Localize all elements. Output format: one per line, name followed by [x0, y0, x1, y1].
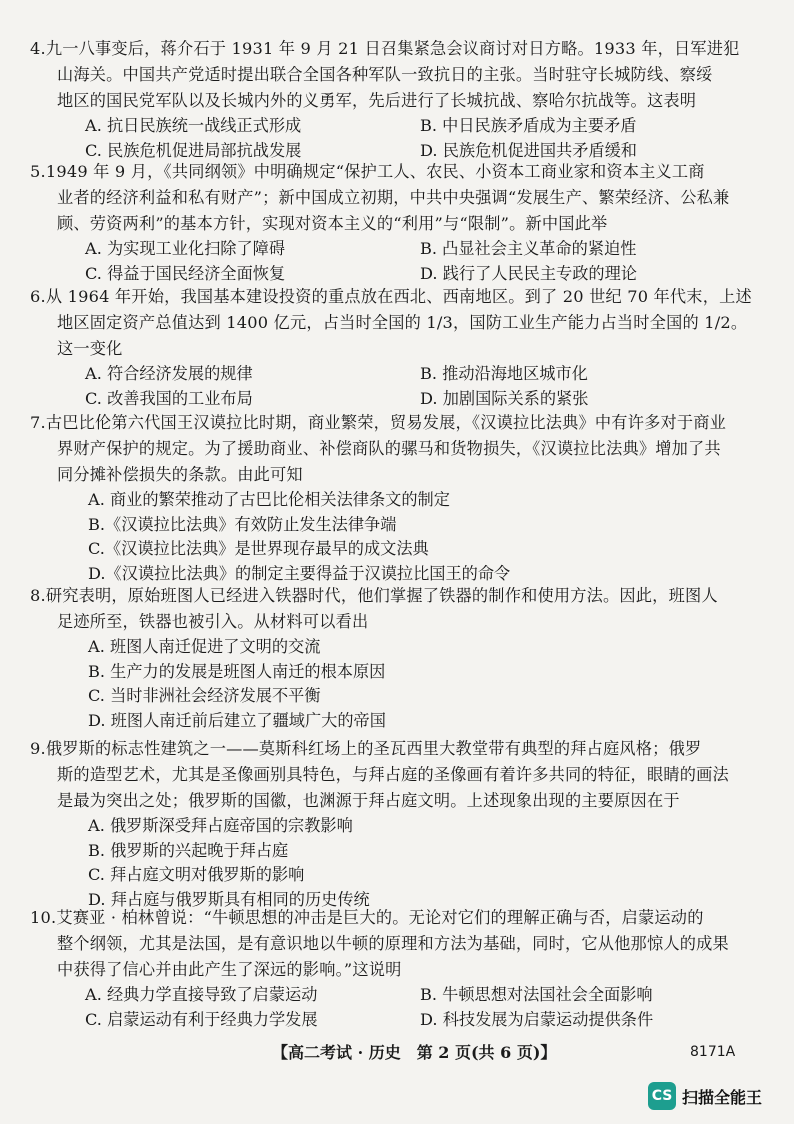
page-footer: [0, 1040, 794, 1066]
option-d[interactable]: D. 科技发展为启蒙运动提供条件: [420, 1009, 654, 1029]
question-stem-line: 是最为突出之处；俄罗斯的国徽，也渊源于拜占庭文明。上述现象出现的主要原因在于: [57, 791, 680, 810]
question-stem-line: 整个纲领，尤其是法国，是有意识地以牛顿的原理和方法为基础，同时，它从他那惊人的成果: [57, 934, 729, 953]
option-a[interactable]: A. 为实现工业化扫除了障碍: [85, 239, 286, 258]
question-stem-line: 地区固定资产总值达到 1400 亿元，占当时全国的 1/3，国防工业生产能力占当时全国的 1/2。: [57, 313, 748, 332]
option-c[interactable]: C. 得益于国民经济全面恢复: [85, 263, 286, 283]
option-b[interactable]: B. 中日民族矛盾成为主要矛盾: [420, 116, 637, 135]
options-row: [30, 262, 770, 287]
option-d[interactable]: D. 践行了人民民主专政的理论: [420, 263, 637, 283]
option-d[interactable]: D.《汉谟拉比法典》的制定主要得益于汉谟拉比国王的命令: [88, 563, 511, 583]
camscanner-logo-icon: CS: [648, 1082, 676, 1110]
question-stem-line: 8.研究表明，原始班图人已经进入铁器时代，他们掌握了铁器的制作和使用方法。因此，班图人: [30, 586, 718, 605]
question-stem-line: 10.艾赛亚 · 柏林曾说：“牛顿思想的冲击是巨大的。无论对它们的理解正确与否，启蒙运动的: [30, 908, 704, 927]
option-b[interactable]: B. 凸显社会主义革命的紧迫性: [420, 239, 637, 258]
question-stem-line: 顾、劳资两利”的基本方针，实现对资本主义的“利用”与“限制”。新中国此举: [57, 214, 608, 233]
option-c[interactable]: C. 民族危机促进局部抗战发展: [85, 140, 302, 160]
option-c[interactable]: C. 当时非洲社会经济发展不平衡: [88, 686, 321, 705]
option-d[interactable]: D. 拜占庭与俄罗斯具有相同的历史传统: [88, 889, 370, 909]
question-stem-line: 界财产保护的规定。为了援助商业、补偿商队的骡马和货物损失，《汉谟拉比法典》增加了共: [57, 439, 721, 458]
footer-page-info: 【高二考试 · 历史 第 2 页(共 6 页)】: [272, 1043, 557, 1062]
option-d[interactable]: D. 班图人南迁前后建立了疆域广大的帝国: [88, 710, 386, 730]
question-stem-line: 业者的经济利益和私有财产”；新中国成立初期，中共中央强调“发展生产、繁荣经济、公私兼: [57, 188, 730, 207]
question-stem-line: 斯的造型艺术，尤其是圣像画别具特色，与拜占庭的圣像画有着许多共同的特征，眼睛的画法: [57, 765, 729, 784]
option-c[interactable]: C.《汉谟拉比法典》是世界现存最早的成文法典: [88, 539, 429, 558]
question-4: [30, 36, 770, 163]
option-b[interactable]: B. 推动沿海地区城市化: [420, 364, 588, 383]
option-d[interactable]: D. 民族危机促进国共矛盾缓和: [420, 140, 637, 160]
question-stem-line: 足迹所至，铁器也被引入。从材料可以看出: [57, 612, 369, 631]
option-a[interactable]: A. 班图人南迁促进了文明的交流: [88, 637, 321, 656]
question-stem-line: 同分摊补偿损失的条款。由此可知: [57, 465, 303, 484]
question-stem-line: 9.俄罗斯的标志性建筑之一——莫斯科红场上的圣瓦西里大教堂带有典型的拜占庭风格；俄罗: [30, 739, 702, 758]
option-a[interactable]: A. 抗日民族统一战线正式形成: [85, 116, 302, 135]
question-stem-line: 4.九一八事变后，蒋介石于 1931 年 9 月 21 日召集紧急会议商讨对日方略。1933 年，日军进犯: [30, 39, 740, 58]
options-row: [30, 387, 770, 412]
question-stem-line: 6.从 1964 年开始，我国基本建设投资的重点放在西北、西南地区。到了 20 世纪 70 年代末，上述: [30, 287, 752, 306]
option-c[interactable]: C. 改善我国的工业布局: [85, 388, 253, 408]
option-b[interactable]: B. 俄罗斯的兴起晚于拜占庭: [88, 840, 289, 860]
question-stem-line: 中获得了信心并由此产生了深远的影响。”这说明: [57, 960, 402, 979]
option-c[interactable]: C. 启蒙运动有利于经典力学发展: [85, 1009, 318, 1029]
options-row: [30, 237, 770, 262]
options-row: [30, 983, 770, 1008]
question-10: [30, 905, 770, 1032]
option-b[interactable]: B. 牛顿思想对法国社会全面影响: [420, 985, 653, 1004]
question-stem-line: 地区的国民党军队以及长城内外的义勇军，先后进行了长城抗战、察哈尔抗战等。这表明: [57, 91, 697, 110]
question-stem-line: 7.古巴比伦第六代国王汉谟拉比时期，商业繁荣，贸易发展，《汉谟拉比法典》中有许多对于商业: [30, 413, 727, 432]
question-6: [30, 284, 770, 411]
footer-exam-code: 8171A: [690, 1044, 736, 1060]
option-a[interactable]: A. 俄罗斯深受拜占庭帝国的宗教影响: [88, 816, 353, 835]
options-row: [30, 114, 770, 139]
option-b[interactable]: B. 生产力的发展是班图人南迁的根本原因: [88, 661, 386, 681]
option-c[interactable]: C. 拜占庭文明对俄罗斯的影响: [88, 865, 305, 884]
option-a[interactable]: A. 经典力学直接导致了启蒙运动: [85, 985, 318, 1004]
scanner-label: 扫描全能王: [682, 1087, 763, 1107]
options-row: [30, 1008, 770, 1033]
question-5: [30, 159, 770, 286]
option-b[interactable]: B.《汉谟拉比法典》有效防止发生法律争端: [88, 514, 397, 534]
question-stem-line: 5.1949 年 9 月，《共同纲领》中明确规定“保护工人、农民、小资本工商业家和资本主义工商: [30, 162, 705, 181]
question-stem-line: 山海关。中国共产党适时提出联合全国各种军队一致抗日的主张。当时驻守长城防线、察绥: [57, 65, 713, 84]
options-row: [30, 362, 770, 387]
option-d[interactable]: D. 加剧国际关系的紧张: [420, 388, 589, 408]
question-9: [30, 736, 770, 912]
question-7: [30, 410, 770, 586]
question-stem-line: 这一变化: [57, 339, 123, 358]
scanner-badge: [648, 1082, 762, 1110]
question-8: [30, 583, 770, 733]
option-a[interactable]: A. 商业的繁荣推动了古巴比伦相关法律条文的制定: [88, 490, 450, 509]
option-a[interactable]: A. 符合经济发展的规律: [85, 364, 253, 383]
